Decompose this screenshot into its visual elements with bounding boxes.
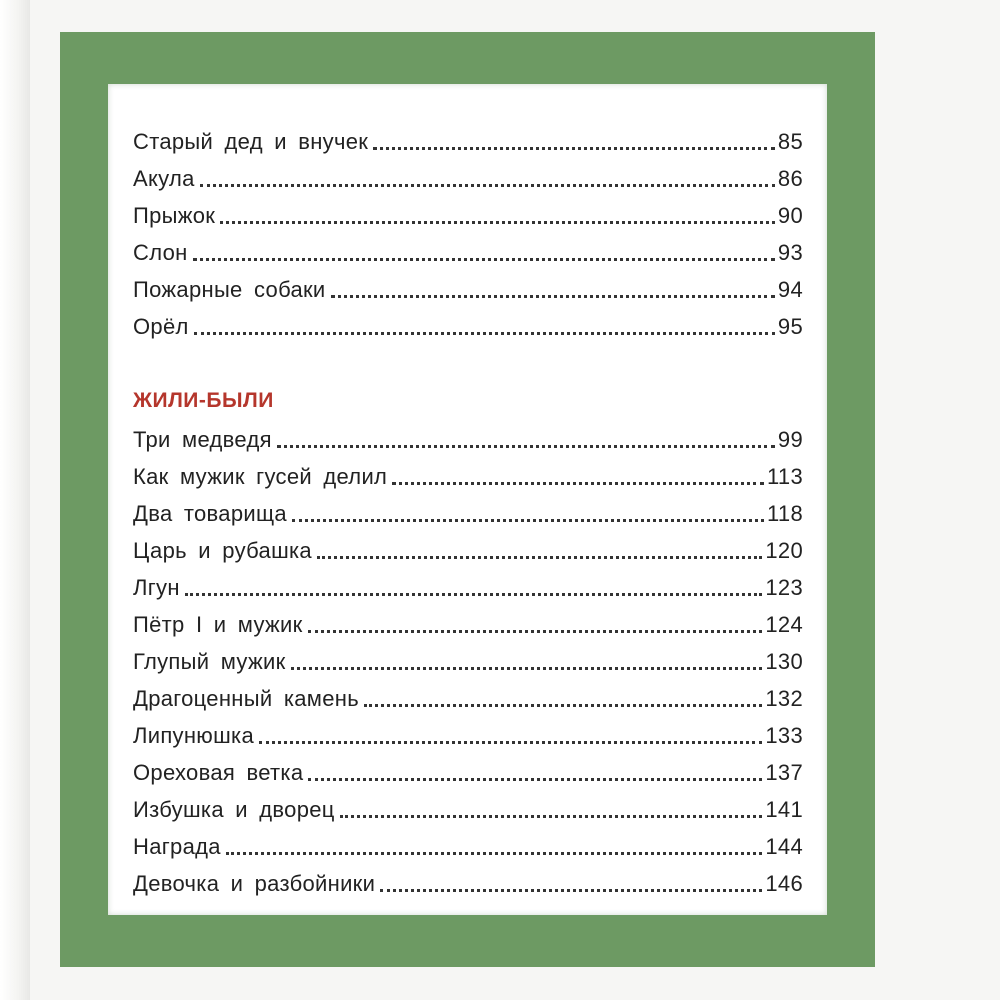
- toc-entry[interactable]: [133, 420, 803, 454]
- dot-leader: [308, 630, 763, 633]
- dot-leader: [392, 482, 764, 485]
- toc-entry-page: 144: [765, 834, 803, 859]
- toc-entry[interactable]: [133, 642, 803, 676]
- table-of-contents: [133, 0, 803, 1000]
- toc-entry-title: Избушка и дворец: [133, 797, 335, 822]
- toc-entry-page: 95: [777, 314, 803, 339]
- toc-entry-page: 99: [777, 427, 803, 452]
- dot-leader: [291, 667, 763, 670]
- toc-entry-title: Орёл: [133, 314, 189, 339]
- toc-entry-page: 85: [777, 129, 803, 154]
- dot-leader: [226, 852, 763, 855]
- toc-entry-title: Пожарные собаки: [133, 277, 326, 302]
- toc-entry[interactable]: [133, 753, 803, 787]
- toc-entry[interactable]: [133, 716, 803, 750]
- toc-entry-page: 93: [777, 240, 803, 265]
- toc-entry-page: 90: [777, 203, 803, 228]
- toc-entry-title: Пётр I и мужик: [133, 612, 303, 637]
- dot-leader: [331, 295, 775, 298]
- toc-entry-page: 141: [765, 797, 803, 822]
- toc-entry-title: Драгоценный камень: [133, 686, 359, 711]
- toc-entry[interactable]: [133, 196, 803, 230]
- dot-leader: [380, 889, 762, 892]
- toc-entry-title: Старый дед и внучек: [133, 129, 369, 154]
- toc-entry-page: 124: [765, 612, 803, 637]
- toc-entry[interactable]: [133, 233, 803, 267]
- toc-entry[interactable]: [133, 679, 803, 713]
- toc-entry-title: Слон: [133, 240, 188, 265]
- toc-entry[interactable]: [133, 270, 803, 304]
- toc-entry-page: 132: [765, 686, 803, 711]
- toc-entry[interactable]: [133, 864, 803, 898]
- toc-entry[interactable]: [133, 827, 803, 861]
- toc-entry-page: 146: [765, 871, 803, 896]
- dot-leader: [364, 704, 762, 707]
- toc-entry-title: Липунюшка: [133, 723, 254, 748]
- toc-entry-title: Прыжок: [133, 203, 216, 228]
- toc-entry-page: 133: [765, 723, 803, 748]
- dot-leader: [220, 221, 775, 224]
- toc-entry-title: Девочка и разбойники: [133, 871, 376, 896]
- dot-leader: [308, 778, 762, 781]
- toc-entry[interactable]: [133, 122, 803, 156]
- toc-entry[interactable]: [133, 531, 803, 565]
- toc-entry[interactable]: [133, 307, 803, 341]
- toc-entry-title: Лгун: [133, 575, 180, 600]
- book-gutter: [0, 0, 30, 1000]
- toc-entry-title: Два товарища: [133, 501, 287, 526]
- toc-entry-page: 118: [767, 501, 803, 526]
- toc-entry-page: 113: [767, 464, 803, 489]
- section-heading: ЖИЛИ-БЫЛИ: [133, 389, 274, 412]
- toc-entry-title: Акула: [133, 166, 195, 191]
- toc-entry-title: Царь и рубашка: [133, 538, 312, 563]
- toc-entry-title: Три медведя: [133, 427, 272, 452]
- dot-leader: [373, 147, 775, 150]
- dot-leader: [185, 593, 763, 596]
- toc-entry[interactable]: [133, 159, 803, 193]
- toc-entry[interactable]: [133, 494, 803, 528]
- toc-entry-title: Награда: [133, 834, 221, 859]
- dot-leader: [277, 445, 775, 448]
- dot-leader: [317, 556, 762, 559]
- dot-leader: [193, 258, 775, 261]
- dot-leader: [194, 332, 775, 335]
- toc-entry[interactable]: [133, 790, 803, 824]
- toc-entry-page: 94: [777, 277, 803, 302]
- dot-leader: [200, 184, 775, 187]
- dot-leader: [340, 815, 763, 818]
- toc-entry-page: 123: [765, 575, 803, 600]
- dot-leader: [259, 741, 762, 744]
- toc-entry[interactable]: [133, 605, 803, 639]
- toc-entry-title: Глупый мужик: [133, 649, 286, 674]
- toc-entry-page: 137: [765, 760, 803, 785]
- toc-entry-page: 86: [777, 166, 803, 191]
- toc-entry[interactable]: [133, 568, 803, 602]
- toc-entry-page: 120: [765, 538, 803, 563]
- toc-entry-page: 130: [765, 649, 803, 674]
- toc-entry[interactable]: [133, 457, 803, 491]
- toc-entry-title: Как мужик гусей делил: [133, 464, 388, 489]
- dot-leader: [292, 519, 764, 522]
- toc-entry-title: Ореховая ветка: [133, 760, 304, 785]
